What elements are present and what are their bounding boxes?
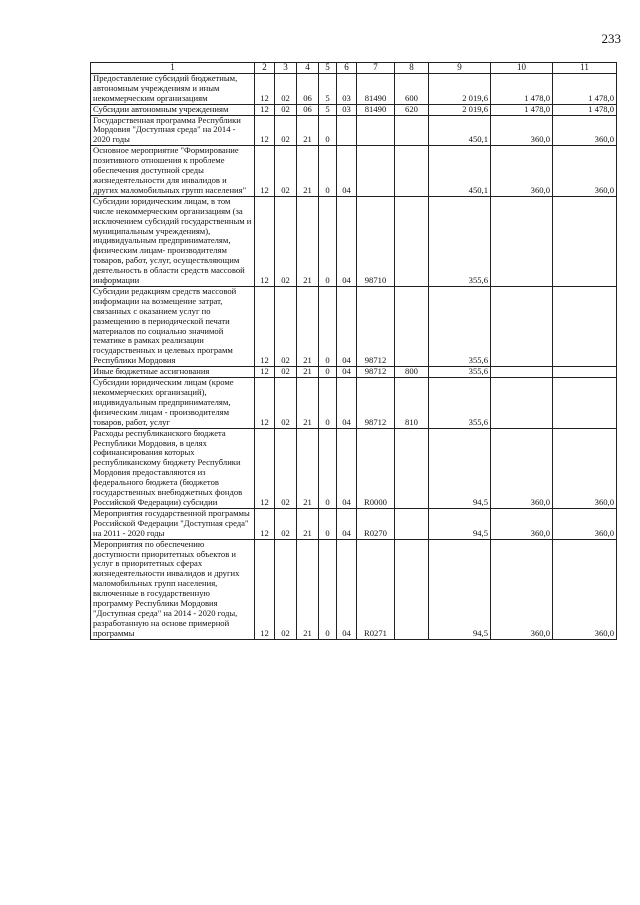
cell-c7: 81490 — [357, 73, 395, 104]
cell-c9: 94,5 — [429, 428, 491, 508]
cell-c2: 12 — [255, 115, 275, 146]
table-row — [91, 286, 617, 366]
cell-c11: 360,0 — [553, 115, 617, 146]
cell-c2: 12 — [255, 539, 275, 639]
cell-c11: 360,0 — [553, 428, 617, 508]
budget-table — [90, 62, 617, 640]
row-name: Иные бюджетные ассигнования — [91, 367, 255, 378]
table-row — [91, 196, 617, 286]
table-row — [91, 146, 617, 197]
cell-c8 — [395, 146, 429, 197]
cell-c9: 2 019,6 — [429, 104, 491, 115]
cell-c9: 94,5 — [429, 539, 491, 639]
cell-c9: 355,6 — [429, 286, 491, 366]
cell-c3: 02 — [275, 196, 297, 286]
cell-c6: 04 — [337, 146, 357, 197]
cell-c4: 21 — [297, 367, 319, 378]
cell-c8 — [395, 428, 429, 508]
cell-c9: 2 019,6 — [429, 73, 491, 104]
cell-c5: 0 — [319, 115, 337, 146]
col-header: 3 — [275, 63, 297, 74]
cell-c9: 450,1 — [429, 115, 491, 146]
cell-c6: 03 — [337, 104, 357, 115]
col-header: 8 — [395, 63, 429, 74]
cell-c11 — [553, 367, 617, 378]
page-number: 233 — [601, 31, 621, 46]
row-name: Субсидии редакциям средств массовой информации на возмещение затрат, связанных с оказанием услуг по размещению в периодической печати материалов по социально значимой тематике в рамках реализации государственных и целевых программ Республики Мордовия — [91, 286, 255, 366]
cell-c8 — [395, 115, 429, 146]
table-row — [91, 367, 617, 378]
cell-c4: 21 — [297, 508, 319, 539]
table-row — [91, 428, 617, 508]
cell-c8: 620 — [395, 104, 429, 115]
cell-c4: 21 — [297, 196, 319, 286]
cell-c6: 04 — [337, 428, 357, 508]
cell-c11: 360,0 — [553, 146, 617, 197]
cell-c6: 04 — [337, 539, 357, 639]
table-body — [91, 63, 617, 640]
cell-c4: 21 — [297, 378, 319, 429]
cell-c2: 12 — [255, 196, 275, 286]
row-name: Субсидии автономным учреждениям — [91, 104, 255, 115]
col-header: 4 — [297, 63, 319, 74]
cell-c4: 21 — [297, 286, 319, 366]
cell-c10 — [491, 378, 553, 429]
cell-c10 — [491, 367, 553, 378]
cell-c10: 360,0 — [491, 428, 553, 508]
row-name: Основное мероприятие "Формирование позитивного отношения к проблеме обеспечения доступной среды жизнедеятельности для инвалидов и других маломобильных групп населения" — [91, 146, 255, 197]
row-name: Предоставление субсидий бюджетным, автономным учреждениям и иным некоммерческим организациям — [91, 73, 255, 104]
cell-c10: 1 478,0 — [491, 104, 553, 115]
cell-c5: 5 — [319, 73, 337, 104]
cell-c8 — [395, 286, 429, 366]
cell-c11: 1 478,0 — [553, 73, 617, 104]
cell-c2: 12 — [255, 73, 275, 104]
cell-c2: 12 — [255, 508, 275, 539]
cell-c5: 0 — [319, 286, 337, 366]
cell-c6: 04 — [337, 378, 357, 429]
col-header: 9 — [429, 63, 491, 74]
cell-c2: 12 — [255, 378, 275, 429]
cell-c2: 12 — [255, 428, 275, 508]
table-row — [91, 508, 617, 539]
cell-c4: 21 — [297, 146, 319, 197]
cell-c11: 1 478,0 — [553, 104, 617, 115]
cell-c10 — [491, 286, 553, 366]
header-row — [91, 63, 617, 74]
table-row — [91, 73, 617, 104]
cell-c10: 1 478,0 — [491, 73, 553, 104]
cell-c5: 0 — [319, 428, 337, 508]
cell-c6: 04 — [337, 508, 357, 539]
col-header: 1 — [91, 63, 255, 74]
cell-c7: 98712 — [357, 378, 395, 429]
cell-c3: 02 — [275, 73, 297, 104]
cell-c2: 12 — [255, 367, 275, 378]
cell-c6: 04 — [337, 367, 357, 378]
cell-c5: 0 — [319, 539, 337, 639]
cell-c3: 02 — [275, 428, 297, 508]
row-name: Субсидии юридическим лицам (кроме некоммерческих организаций), индивидуальным предпринимателям, физическим лицам - производителям товаров, работ, услуг — [91, 378, 255, 429]
cell-c7: 98712 — [357, 367, 395, 378]
cell-c3: 02 — [275, 286, 297, 366]
col-header: 5 — [319, 63, 337, 74]
cell-c8: 800 — [395, 367, 429, 378]
cell-c11 — [553, 196, 617, 286]
cell-c3: 02 — [275, 146, 297, 197]
row-name: Субсидии юридическим лицам, в том числе некоммерческим организациям (за исключением субсидий государственным и муниципальным учреждениям), индивидуальным предпринимателям, физическим лицам- производителям товаров, работ, услуг, осуществляющим деятельность в области средств массовой информации — [91, 196, 255, 286]
cell-c6 — [337, 115, 357, 146]
cell-c7 — [357, 146, 395, 197]
cell-c2: 12 — [255, 146, 275, 197]
cell-c7 — [357, 115, 395, 146]
cell-c3: 02 — [275, 508, 297, 539]
cell-c5: 0 — [319, 146, 337, 197]
cell-c8 — [395, 196, 429, 286]
cell-c2: 12 — [255, 286, 275, 366]
row-name: Расходы республиканского бюджета Республики Мордовия, в целях софинансирования которых республиканскому бюджету Республики Мордовия предоставляются из федерального бюджета (бюджетов государственных внебюджетных фондов Российской Федерации) субсидии — [91, 428, 255, 508]
table-row — [91, 115, 617, 146]
cell-c11 — [553, 286, 617, 366]
table-row — [91, 378, 617, 429]
cell-c7: R0000 — [357, 428, 395, 508]
cell-c10: 360,0 — [491, 508, 553, 539]
cell-c10: 360,0 — [491, 146, 553, 197]
cell-c4: 06 — [297, 73, 319, 104]
col-header: 6 — [337, 63, 357, 74]
cell-c7: R0271 — [357, 539, 395, 639]
cell-c5: 0 — [319, 196, 337, 286]
cell-c11: 360,0 — [553, 539, 617, 639]
cell-c6: 03 — [337, 73, 357, 104]
cell-c7: 98712 — [357, 286, 395, 366]
cell-c10: 360,0 — [491, 115, 553, 146]
cell-c5: 0 — [319, 367, 337, 378]
cell-c3: 02 — [275, 378, 297, 429]
cell-c7: 98710 — [357, 196, 395, 286]
cell-c10: 360,0 — [491, 539, 553, 639]
cell-c5: 0 — [319, 378, 337, 429]
cell-c5: 5 — [319, 104, 337, 115]
cell-c8: 600 — [395, 73, 429, 104]
cell-c8 — [395, 508, 429, 539]
row-name: Мероприятия по обеспечению доступности приоритетных объектов и услуг в приоритетных сферах жизнедеятельности инвалидов и других маломобильных групп населения, включенные в государственную программу Республики Мордовия "Доступная среда" на 2014 - 2020 годы, разработанную на основе примерной программы — [91, 539, 255, 639]
cell-c9: 450,1 — [429, 146, 491, 197]
cell-c2: 12 — [255, 104, 275, 115]
cell-c3: 02 — [275, 539, 297, 639]
cell-c11: 360,0 — [553, 508, 617, 539]
cell-c4: 21 — [297, 428, 319, 508]
cell-c7: R0270 — [357, 508, 395, 539]
row-name: Государственная программа Республики Мордовия "Доступная среда" на 2014 - 2020 годы — [91, 115, 255, 146]
cell-c4: 21 — [297, 539, 319, 639]
cell-c6: 04 — [337, 286, 357, 366]
cell-c4: 21 — [297, 115, 319, 146]
cell-c10 — [491, 196, 553, 286]
cell-c3: 02 — [275, 367, 297, 378]
cell-c3: 02 — [275, 115, 297, 146]
col-header: 7 — [357, 63, 395, 74]
cell-c9: 94,5 — [429, 508, 491, 539]
cell-c5: 0 — [319, 508, 337, 539]
cell-c6: 04 — [337, 196, 357, 286]
cell-c9: 355,6 — [429, 196, 491, 286]
cell-c4: 06 — [297, 104, 319, 115]
cell-c7: 81490 — [357, 104, 395, 115]
row-name: Мероприятия государственной программы Российской Федерации "Доступная среда" на 2011 - 2020 годы — [91, 508, 255, 539]
cell-c3: 02 — [275, 104, 297, 115]
col-header: 11 — [553, 63, 617, 74]
col-header: 10 — [491, 63, 553, 74]
col-header: 2 — [255, 63, 275, 74]
cell-c9: 355,6 — [429, 378, 491, 429]
cell-c8 — [395, 539, 429, 639]
table-row — [91, 104, 617, 115]
cell-c9: 355,6 — [429, 367, 491, 378]
cell-c11 — [553, 378, 617, 429]
table-row — [91, 539, 617, 639]
cell-c8: 810 — [395, 378, 429, 429]
